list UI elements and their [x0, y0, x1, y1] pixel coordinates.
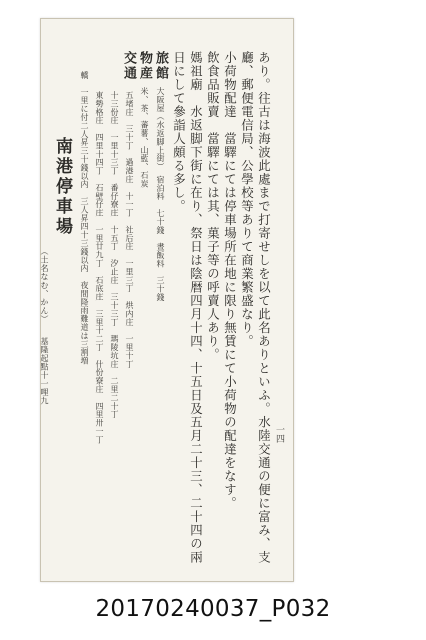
transport-row-2: 十三份庄 一里十三丁 番仔寮庄 十五丁 汐止庄 三十三丁 瑪陵坑庄 二里二十丁: [110, 91, 119, 419]
body-line-1: あり。往古は海波此處まで打寄せしを以て此名ありといふ。水陸交通の便に富み、支: [256, 51, 272, 564]
body-line-2: 廳、郵便電信局、公學校等ありて商業繁盛なり。: [239, 51, 255, 348]
products-heading: 物産: [137, 51, 152, 81]
page-number: 一四: [274, 425, 284, 443]
body-line-6: 日にして參詣人頗る多し。: [171, 51, 187, 213]
body-line-4: 飲食品販賣 當驛にては其、菓子等の呼賣人あり。: [205, 51, 221, 362]
body-line-5: 媽祖廟 水返脚下街に在り、祭日は陰暦四月十四、十五日及五月二十三、二十四の兩: [188, 51, 204, 564]
station-distance: 基隆起點十一哩九: [40, 337, 49, 405]
ryokan-text: 大阪屋（水返脚上街） 宿泊料 七十錢 晝飯料 三十錢: [156, 87, 165, 302]
ryokan-heading: 旅館: [153, 51, 168, 81]
station-title: 南港停車場: [52, 137, 72, 237]
station-reading: （土名なむ、かん）: [40, 247, 49, 324]
book-page: [40, 18, 294, 582]
transport-row-4: 轎 一里に付二人昇三十錢以内 三人昇四十三錢以内 夜間降雨難道は三割増: [80, 71, 89, 365]
image-caption: 20170240037_P032: [95, 596, 331, 622]
body-line-3: 小荷物配達 當驛にては停車場所在地に限り無賃にて小荷物の配達をなす。: [222, 51, 238, 510]
products-text: 米、茶、蕃薯、山藍、石炭: [140, 87, 149, 188]
transport-row-1: 五堵庄 三十丁 過港庄 十一丁 社后庄 一里三丁 烘内庄 一里十丁: [125, 91, 134, 369]
transport-heading: 交通: [121, 51, 136, 81]
transport-row-3: 東勢格庄 四里十四丁 石壁仔庄 一里廿九丁 石底庄 三里十二丁 什份寮庄 四里卅一丁: [95, 91, 104, 444]
